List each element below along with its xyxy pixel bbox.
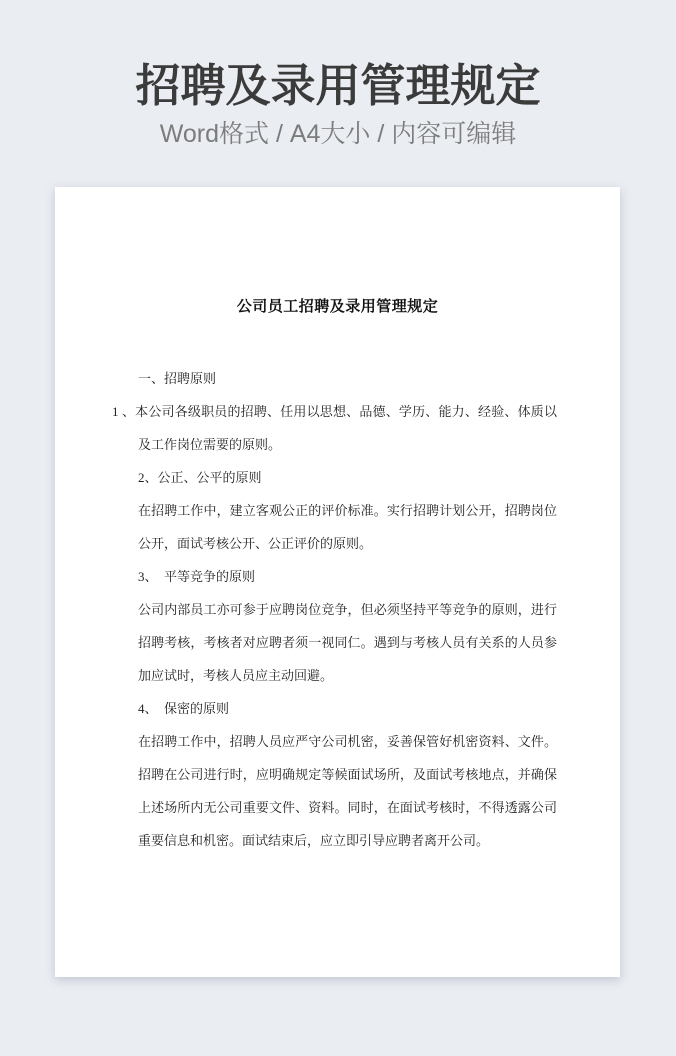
numbered-item: 1 、本公司各级职员的招聘、任用以思想、品德、学历、能力、经验、体质以及工作岗位需要的原则。 [112,404,557,452]
numbered-heading: 4、 保密的原则 [138,701,230,716]
paragraph: 公司内部员工亦可参于应聘岗位竞争，但必须坚持平等竞争的原则，进行招聘考核，考核者对应聘者须一视同仁。遇到与考核人员有关系的人员参加应试时，考核人员应主动回避。 [138,602,557,683]
template-subtitle: Word格式 / A4大小 / 内容可编辑 [159,120,517,148]
document-page [55,187,620,977]
preview-header [0,0,676,152]
paragraph: 在招聘工作中，建立客观公正的评价标准。实行招聘计划公开，招聘岗位公开，面试考核公开、公正评价的原则。 [138,503,557,551]
template-title: 招聘及录用管理规定 [135,60,541,111]
numbered-heading: 3、 平等竞争的原则 [138,569,256,584]
document-title: 公司员工招聘及录用管理规定 [236,299,439,315]
document-body [112,362,557,857]
paragraph: 在招聘工作中，招聘人员应严守公司机密，妥善保管好机密资料、文件。招聘在公司进行时，应明确规定等候面试场所，及面试考核地点，并确保上述场所内无公司重要文件、资料。同时，在面试考核时，不得透露公司重要信息和机密。面试结束后，应立即引导应聘者离开公司。 [138,734,557,848]
numbered-heading: 2、公正、公平的原则 [138,470,262,485]
section-heading: 一、招聘原则 [138,371,217,386]
